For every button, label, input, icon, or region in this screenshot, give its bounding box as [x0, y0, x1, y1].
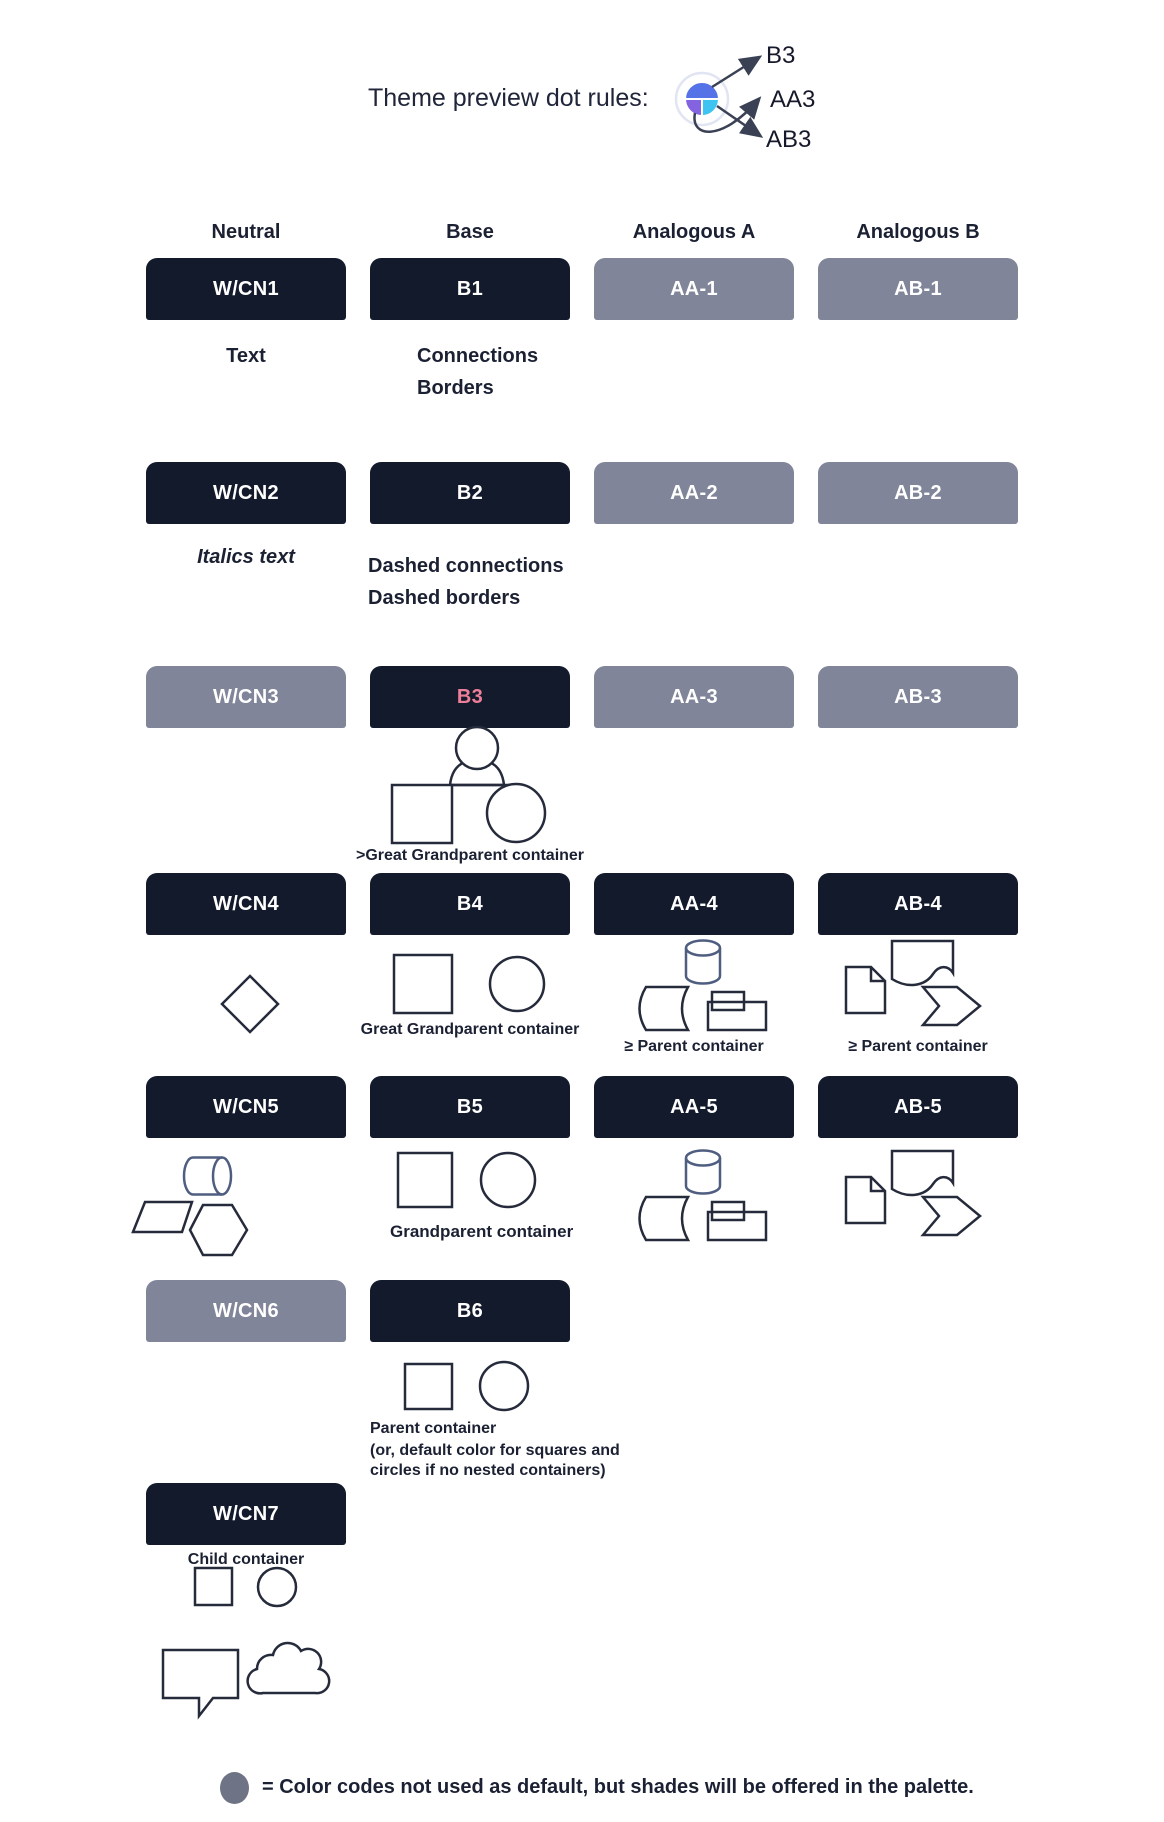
- square-icon: [394, 955, 452, 1013]
- wcn4-shape-group: [220, 974, 280, 1034]
- speech-bubble-icon: [163, 1650, 238, 1716]
- circle-icon: [480, 1362, 528, 1410]
- chevron-icon: [923, 1197, 980, 1235]
- swatch-b5: B5: [370, 1076, 570, 1138]
- b6-shape-group: [395, 1358, 535, 1414]
- person-head-icon: [456, 727, 498, 769]
- swatch-wcn5: W/CN5: [146, 1076, 346, 1138]
- column-header-base: Base: [446, 221, 494, 243]
- stored-data-icon: [640, 1197, 689, 1240]
- hexagon-icon: [190, 1205, 247, 1255]
- dot-label-aa3: AA3: [770, 86, 816, 113]
- aa4-shape-group: [625, 935, 775, 1035]
- swatch-wcn2: W/CN2: [146, 462, 346, 524]
- swatch-ab3: AB-3: [818, 666, 1018, 728]
- caption-ge-parent-b: ≥ Parent container: [848, 1038, 988, 1055]
- b3-shape-group: [370, 720, 570, 865]
- caption-text: Text: [226, 345, 266, 367]
- legend-dot-icon: [220, 1772, 249, 1804]
- ab4-shape-group: [840, 935, 990, 1035]
- swatch-ab1: AB-1: [818, 258, 1018, 320]
- square-icon: [195, 1568, 232, 1605]
- swatch-b4: B4: [370, 873, 570, 935]
- horizontal-cylinder-icon: [184, 1158, 231, 1195]
- swatch-b1: B1: [370, 258, 570, 320]
- caption-great-grandparent: Great Grandparent container: [360, 1021, 580, 1038]
- tabbed-card-icon: [708, 1202, 766, 1240]
- column-header-neutral: Neutral: [211, 221, 281, 243]
- caption-parent-note-1: (or, default color for squares and: [370, 1442, 620, 1459]
- document-icon: [846, 967, 885, 1013]
- ab5-shape-group: [840, 1145, 990, 1245]
- cylinder-icon: [686, 941, 720, 984]
- wcn7-shape-group: [185, 1560, 305, 1610]
- caption-grandparent: Grandparent container: [390, 1222, 574, 1241]
- cylinder-icon: [686, 1151, 720, 1194]
- swatch-ab5: AB-5: [818, 1076, 1018, 1138]
- swatch-wcn4: W/CN4: [146, 873, 346, 935]
- caption-dashed-borders: Dashed borders: [368, 587, 521, 609]
- diamond-icon: [222, 976, 278, 1032]
- column-header-analogous-b: Analogous B: [856, 221, 980, 243]
- circle-icon: [487, 784, 545, 842]
- wcn7-extra-shape-group: [155, 1635, 340, 1725]
- swatch-ab4: AB-4: [818, 873, 1018, 935]
- parallelogram-icon: [133, 1202, 192, 1232]
- arrow-to-b3: [712, 58, 758, 87]
- circle-icon: [481, 1153, 535, 1207]
- caption-parent-note-2: circles if no nested containers): [370, 1462, 606, 1479]
- caption-child: Child container: [187, 1551, 305, 1568]
- wcn5-shape-group: [125, 1145, 260, 1260]
- b5-shape-group: [390, 1148, 550, 1210]
- swatch-aa4: AA-4: [594, 873, 794, 935]
- square-icon: [398, 1153, 452, 1207]
- cloud-icon: [248, 1643, 330, 1693]
- caption-great-grandparent-gt: >Great Grandparent container: [355, 847, 585, 864]
- circle-icon: [258, 1568, 296, 1606]
- b4-shape-group: [388, 950, 548, 1016]
- theme-preview-dot-icon: [650, 30, 850, 160]
- circle-icon: [490, 957, 544, 1011]
- caption-borders: Borders: [417, 377, 494, 399]
- square-icon: [405, 1364, 452, 1409]
- caption-ge-parent-a: ≥ Parent container: [624, 1038, 764, 1055]
- swatch-aa3: AA-3: [594, 666, 794, 728]
- square-icon: [392, 785, 452, 843]
- swatch-aa1: AA-1: [594, 258, 794, 320]
- chevron-icon: [923, 987, 980, 1025]
- swatch-wcn3: W/CN3: [146, 666, 346, 728]
- page-title: Theme preview dot rules:: [368, 84, 649, 112]
- swatch-wcn6: W/CN6: [146, 1280, 346, 1342]
- tabbed-card-icon: [708, 992, 766, 1030]
- legend-text: = Color codes not used as default, but shades will be offered in the palette.: [262, 1776, 974, 1798]
- stored-data-icon: [640, 987, 689, 1030]
- swatch-b3: B3: [370, 666, 570, 728]
- caption-parent: Parent container: [370, 1420, 497, 1437]
- dot-label-ab3: AB3: [766, 126, 812, 153]
- dot-label-b3: B3: [766, 42, 796, 69]
- swatch-aa5: AA-5: [594, 1076, 794, 1138]
- swatch-wcn1: W/CN1: [146, 258, 346, 320]
- document-icon: [846, 1177, 885, 1223]
- caption-connections: Connections: [417, 345, 539, 367]
- wave-flag-icon: [892, 941, 953, 985]
- caption-italics-text: Italics text: [197, 546, 295, 568]
- swatch-ab2: AB-2: [818, 462, 1018, 524]
- swatch-b6: B6: [370, 1280, 570, 1342]
- wave-flag-icon: [892, 1151, 953, 1195]
- swatch-wcn7: W/CN7: [146, 1483, 346, 1545]
- caption-dashed-connections: Dashed connections: [368, 555, 564, 577]
- column-header-analogous-a: Analogous A: [632, 221, 756, 243]
- swatch-b2: B2: [370, 462, 570, 524]
- aa5-shape-group: [625, 1145, 775, 1245]
- swatch-aa2: AA-2: [594, 462, 794, 524]
